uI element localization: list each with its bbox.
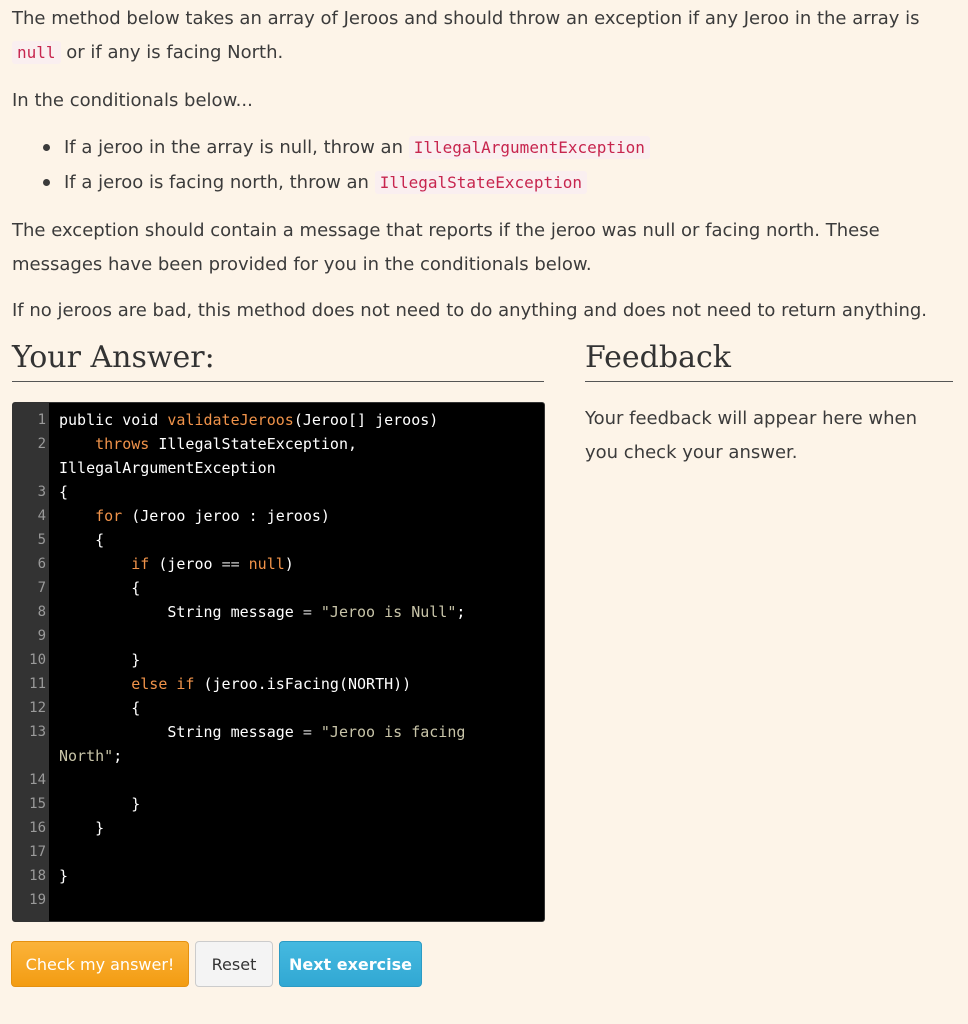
code-token: throws [59,435,159,453]
list-item [34,130,650,165]
code-token: { [59,483,69,501]
code-line[interactable] [13,888,544,912]
code-token: North" [59,747,114,765]
line-number: 1 [37,412,46,428]
line-number: 9 [37,628,46,644]
list-item-text: If a jeroo is facing north, throw an [64,172,375,193]
code-line[interactable] [13,792,544,816]
code-token: else if [59,675,195,693]
line-number: 11 [29,676,46,692]
code-token: if [59,555,150,573]
code-line[interactable] [13,864,544,888]
inline-code-exception: IllegalStateException [375,171,587,194]
line-number: 14 [29,772,46,788]
instruction-list [34,130,650,200]
code-token: (Jeroo jeroo : jeroos) [122,507,330,525]
line-number: 7 [37,580,46,596]
line-number: 2 [37,436,46,452]
code-token: } [59,795,141,813]
feedback-heading: Feedback [585,340,953,382]
code-line[interactable] [13,600,544,624]
code-line[interactable] [13,408,544,432]
code-line[interactable] [13,480,544,504]
code-line[interactable] [13,504,544,528]
line-number: 16 [29,820,46,836]
instruction-text: The method below takes an array of Jeroos and should throw an exception if any Jeroo in the array is [12,8,920,29]
code-token: IllegalStateException, [158,435,358,453]
code-line[interactable] [13,528,544,552]
line-number: 13 [29,724,46,740]
code-token: String message [59,723,303,741]
list-item-text: If a jeroo in the array is null, throw an [64,137,409,158]
code-token: ; [456,603,466,621]
instruction-paragraph-2: In the conditionals below... [12,90,253,111]
answer-heading: Your Answer: [12,340,544,382]
instruction-text: or if any is facing North. [60,42,284,63]
code-line[interactable] [13,456,544,480]
line-number: 3 [37,484,46,500]
code-line[interactable] [13,576,544,600]
code-line[interactable] [13,768,544,792]
code-token: for [59,507,123,525]
line-number: 6 [37,556,46,572]
line-number: 8 [37,604,46,620]
line-number: 4 [37,508,46,524]
instruction-paragraph-3: The exception should contain a message that reports if the jeroo was null or facing north. These messages have been provided for you in the conditionals below. [12,220,880,275]
code-line[interactable] [13,816,544,840]
code-token: = [302,723,312,741]
code-line[interactable] [13,624,544,648]
line-number: 5 [37,532,46,548]
code-line[interactable] [13,648,544,672]
reset-button[interactable]: Reset [195,941,273,987]
code-token: IllegalArgumentException [59,459,276,477]
line-number: 19 [29,892,46,908]
code-token: == [221,555,240,573]
code-token: { [59,531,105,549]
code-line[interactable] [13,840,544,864]
code-token: (jeroo [149,555,222,573]
feedback-text: Your feedback will appear here when you check your answer. [585,408,918,463]
code-token: (Jeroo[] jeroos) [293,411,439,429]
code-token: (jeroo.isFacing(NORTH)) [194,675,412,693]
code-token: { [59,699,141,717]
code-line[interactable] [13,696,544,720]
code-token: } [59,819,105,837]
code-token: public void [59,411,168,429]
inline-code-null: null [12,41,61,64]
code-token: } [59,867,69,885]
code-token: ) [284,555,294,573]
line-number: 15 [29,796,46,812]
line-number: 17 [29,844,46,860]
code-token: ; [113,747,123,765]
code-token: } [59,651,141,669]
code-line[interactable] [13,552,544,576]
code-line[interactable] [13,432,544,456]
code-token: null [239,555,285,573]
code-token: String message [59,603,303,621]
code-token: "Jeroo is Null" [311,603,457,621]
code-editor[interactable] [12,402,545,922]
list-item [34,165,650,200]
line-number: 10 [29,652,46,668]
check-answer-button[interactable]: Check my answer! [11,941,189,987]
code-token: { [59,579,141,597]
code-token: = [302,603,312,621]
code-token: "Jeroo is facing [311,723,466,741]
line-number: 18 [29,868,46,884]
code-token: validateJeroos [167,411,294,429]
code-line[interactable] [13,672,544,696]
instruction-paragraph-4: If no jeroos are bad, this method does not need to do anything and does not need to return anything. [12,300,928,321]
line-number: 12 [29,700,46,716]
inline-code-exception: IllegalArgumentException [409,136,650,159]
instruction-paragraph-1 [12,2,952,70]
code-line[interactable] [13,744,544,768]
code-line[interactable] [13,720,544,744]
next-exercise-button[interactable]: Next exercise [279,941,422,987]
